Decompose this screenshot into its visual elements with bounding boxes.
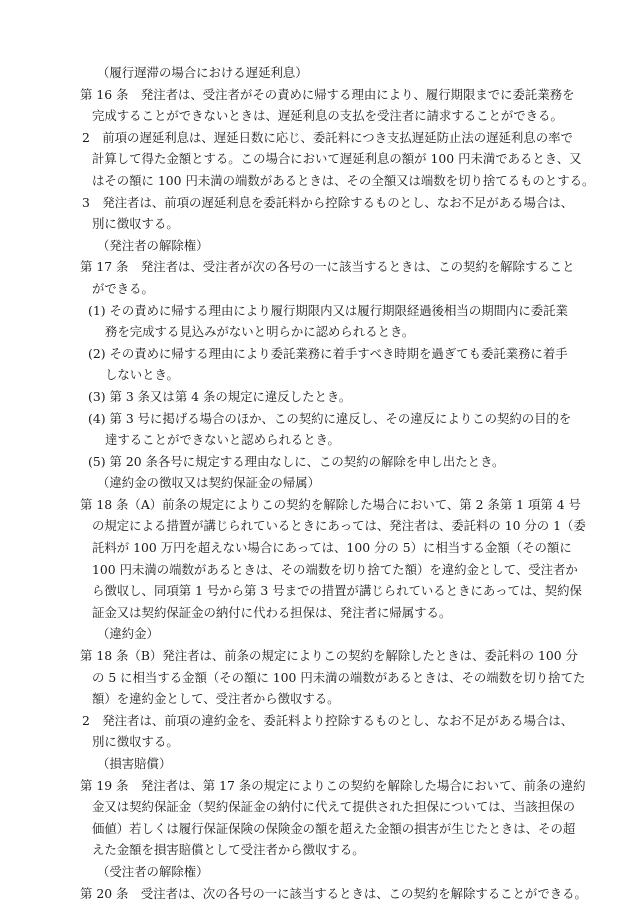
list-item: (4) 第 3 号に掲げる場合のほか、この契約に違反し、その違反によりこの契約の目的を [88, 410, 572, 426]
article-caption: （違約金の徴収又は契約保証金の帰属） [97, 475, 321, 491]
text-line: 託料が 100 万円を超えない場合にあっては、100 分の 5）に相当する金額（その額に [92, 540, 572, 556]
text-line: 計算して得た金額とする。この場合において遅延利息の額が 100 円未満であるとき、又 [92, 151, 582, 167]
article-heading: 第 18 条（A）前条の規定によりこの契約を解除した場合において、第 2 条第 1 項第 4 号 [80, 496, 581, 512]
text-line: 価値）若しくは履行保証保険の保険金の額を超えた金額の損害が生じたときは、その超 [92, 820, 576, 836]
text-line: 証金又は契約保証金の納付に代わる担保は、発注者に帰属する。 [92, 604, 452, 620]
list-item-continuation: しないとき。 [105, 367, 179, 383]
article-caption: （発注者の解除権） [97, 237, 209, 253]
list-item-continuation: 務を完成する見込みがないと明らかに認められるとき。 [105, 324, 415, 340]
text-line: ができる。 [92, 280, 154, 296]
text-line: 額）を違約金として、受注者から徴収する。 [92, 691, 340, 707]
document-page [0, 62, 630, 904]
text-line: 別に徴収する。 [92, 734, 179, 750]
article-caption: （違約金） [97, 626, 159, 642]
article-heading: 第 19 条 発注者は、第 17 条の規定によりこの契約を解除した場合において、前条の違約 [80, 777, 586, 793]
article-heading: 第 20 条 受注者は、次の各号の一に該当するときは、この契約を解除することができる。 [80, 885, 587, 901]
article-heading: 第 18 条（B）発注者は、前条の規定によりこの契約を解除したときは、委託料の 100 分 [80, 648, 578, 664]
text-line: 完成することができないときは、遅延利息の支払を受注者に請求することができる。 [92, 108, 563, 124]
list-item: (1) その責めに帰する理由により履行期限内又は履行期限経過後相当の期間内に委託業 [88, 302, 568, 318]
text-line: ら徴収し、同項第 1 号から第 3 号までの措置が講じられているときにあっては、契約保 [92, 583, 582, 599]
text-line: の 5 に相当する金額（その額に 100 円未満の端数があるときは、その端数を切り捨てた [92, 669, 586, 685]
paragraph-line: 2 前項の遅延利息は、遅延日数に応じ、委託料につき支払遅延防止法の遅延利息の率で [82, 129, 573, 145]
list-item-continuation: 達することができないと認められるとき。 [105, 432, 340, 448]
article-caption: （損害賠償） [97, 756, 172, 771]
text-line: えた金額を損害賠償として受注者から徴収する。 [92, 842, 365, 858]
article-caption: （受注者の解除権） [97, 863, 209, 879]
article-heading: 第 16 条 発注者は、受注者がその責めに帰する理由により、履行期限までに委託業務を [80, 86, 575, 102]
text-line: はその額に 100 円未満の端数があるときは、その全額又は端数を切り捨てるものとする。 [92, 172, 595, 188]
text-line: 別に徴収する。 [92, 216, 179, 232]
text-line: の規定による措置が講じられているときにあっては、発注者は、委託料の 10 分の 1（委 [92, 518, 586, 534]
text-line: 100 円未満の端数があるときは、その端数を切り捨てた額）を違約金として、受注者か [92, 561, 578, 577]
paragraph-line: 2 発注者は、前項の違約金を、委託料より控除するものとし、なお不足がある場合は、 [82, 712, 574, 728]
article-heading: 第 17 条 発注者は、受注者が次の各号の一に該当するときは、この契約を解除すること [80, 259, 575, 275]
article-caption: （履行遅滞の場合における遅延利息） [97, 65, 308, 80]
list-item: (3) 第 3 条又は第 4 条の規定に違反したとき。 [88, 388, 352, 404]
list-item: (5) 第 20 条各号に規定する理由なしに、この契約の解除を申し出たとき。 [88, 453, 505, 469]
paragraph-line: 3 発注者は、前項の遅延利息を委託料から控除するものとし、なお不足がある場合は、 [82, 194, 574, 210]
text-line: 金又は契約保証金（契約保証金の納付に代えて提供された担保については、当該担保の [92, 799, 575, 815]
list-item: (2) その責めに帰する理由により委託業務に着手すべき時期を過ぎても委託業務に着手 [88, 345, 568, 361]
